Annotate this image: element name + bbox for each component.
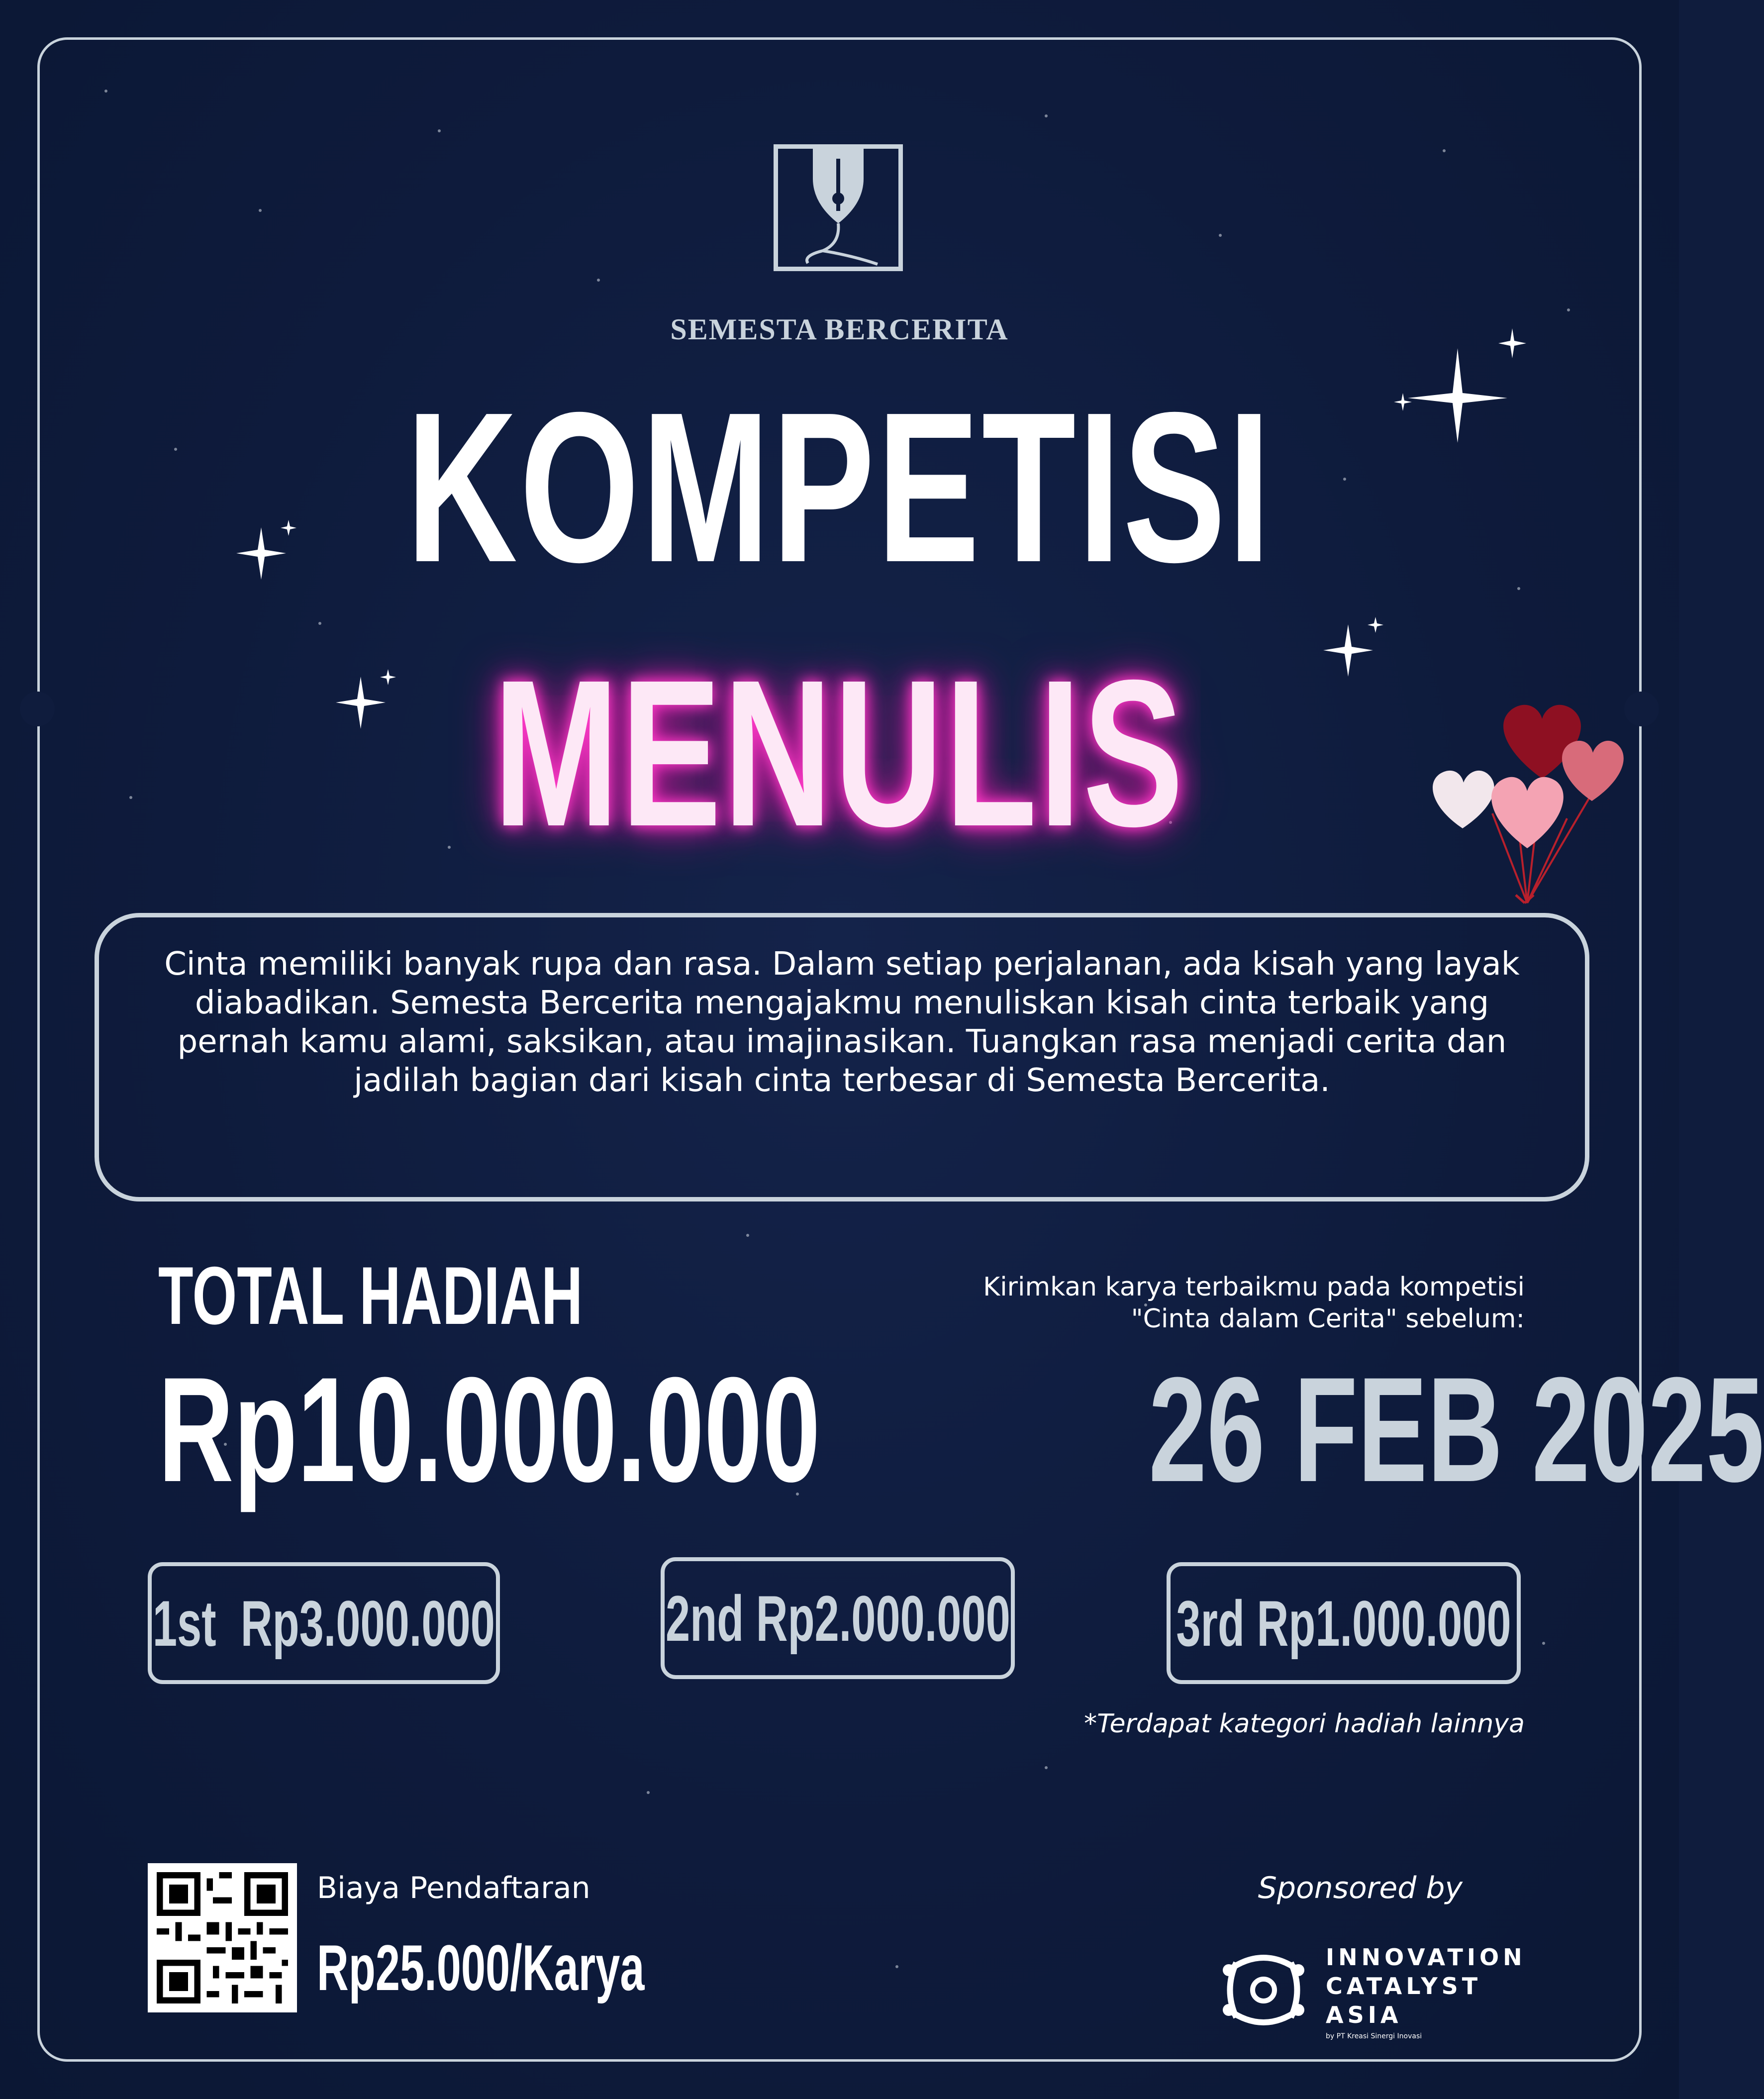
description-box [95,913,1589,1201]
sponsor-name-line-3: ASIA [1326,2001,1402,2028]
prize-first [148,1562,500,1684]
headline-line-1: KOMPETISI [406,368,1273,607]
frame-notch-left [20,692,55,726]
description-text: Cinta memiliki banyak rupa dan rasa. Dalam setiap perjalanan, ada kisah yang layak diabadikan. Semesta Bercerita mengajakmu menuliskan kisah cinta terbaik yang pernah kamu alami, saksikan, atau imajinasikan. Tuangkan rasa menjadi cerita dan jadilah bagian dari kisah cinta terbesar di Semesta Bercerita. [164,946,1520,1099]
deadline-date: 26 FEB 2025 [1149,1346,1764,1513]
prize-second-text: 2nd Rp2.000.000 [665,1582,1010,1655]
sponsor-name-line-2: CATALYST [1326,1973,1482,1999]
heart-balloons-illustration [1413,694,1637,933]
prize-first-text: 1st Rp3.000.000 [153,1587,495,1660]
qr-code-icon [157,1872,288,2003]
deadline-intro [846,1271,1525,1335]
prize-third-text: 3rd Rp1.000.000 [1176,1587,1511,1660]
brand-logo-frame [774,144,903,271]
sponsor-name [1326,1943,1526,2029]
prize-second [661,1557,1015,1679]
prize-note: *Terdapat kategori hadiah lainnya [1084,1709,1525,1739]
sponsor-subtitle: by PT Kreasi Sinergi Inovasi [1326,2032,1422,2040]
sponsor-logo-icon [1214,1940,1313,2040]
registration-fee-label: Biaya Pendaftaran [317,1871,590,1905]
registration-qr-code[interactable] [148,1863,297,2012]
sponsor-label: Sponsored by [1258,1871,1463,1905]
total-prize-label: TOTAL HADIAH [158,1250,583,1341]
deadline-intro-line-2: "Cinta dalam Cerita" sebelum: [1131,1304,1525,1334]
headline-line-2: MENULIS [493,637,1186,870]
total-prize-amount: Rp10.000.000 [158,1346,820,1513]
prize-third [1167,1562,1521,1684]
deadline-intro-line-1: Kirimkan karya terbaikmu pada kompetisi [983,1272,1525,1302]
fountain-pen-icon [778,149,898,267]
brand-name: SEMESTA BERCERITA [670,313,1009,346]
sponsor-name-line-1: INNOVATION [1326,1944,1526,1971]
registration-fee-value: Rp25.000/Karya [317,1931,645,2004]
